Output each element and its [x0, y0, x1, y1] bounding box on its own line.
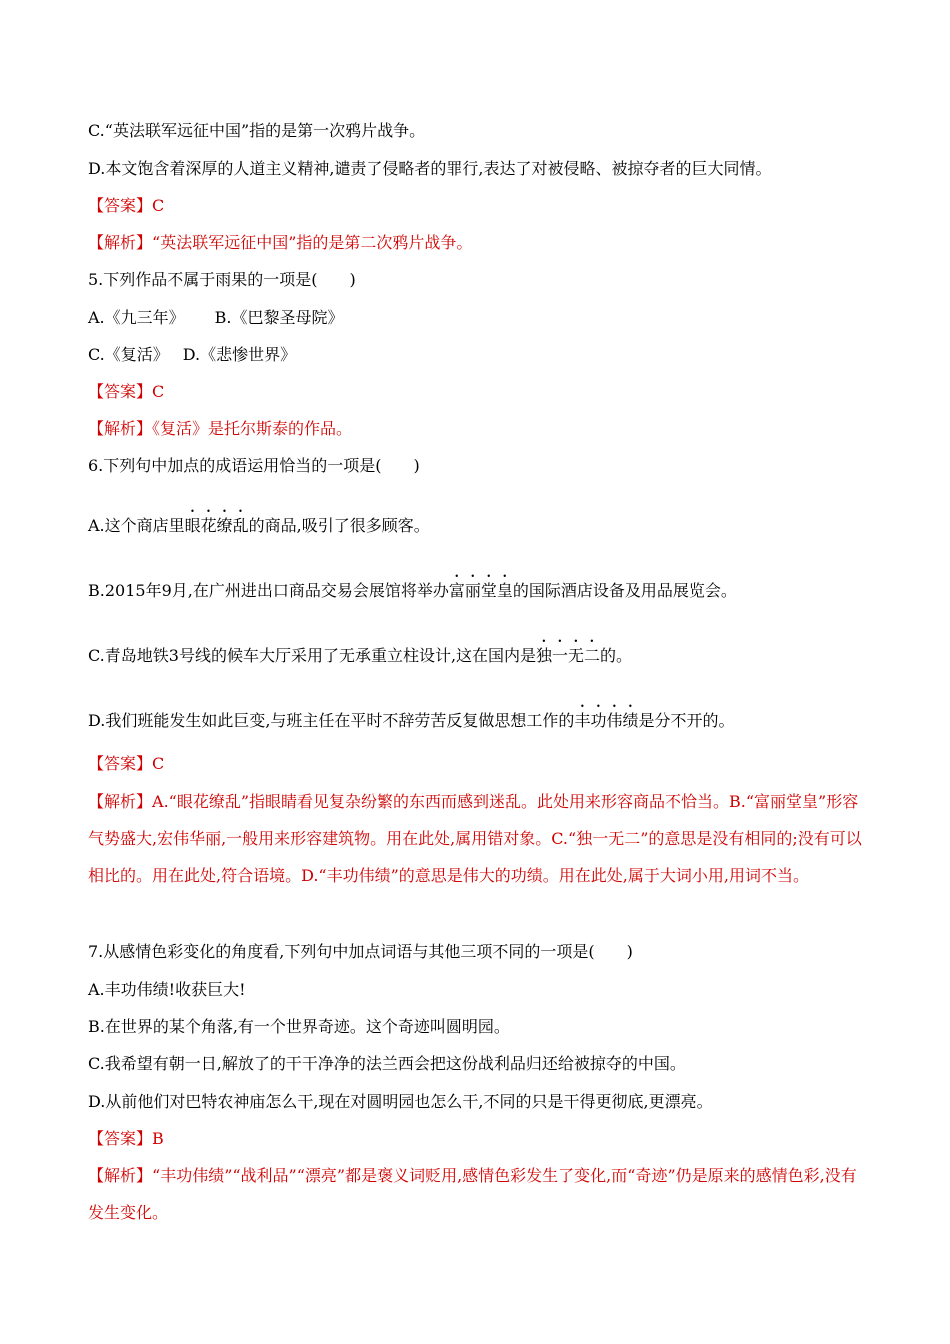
analysis-text: 《复活》是托尔斯泰的作品。 — [152, 419, 353, 438]
q5-option-b: B.《巴黎圣母院》 — [214, 308, 344, 327]
analysis-label: 【解析】 — [88, 1166, 153, 1185]
option-text: C.青岛地铁3号线的候车大厅采用了无承重立柱设计,这在国内是 — [88, 646, 537, 665]
dotted-idiom: 眼花缭乱 — [184, 516, 249, 535]
answer-label: 【答案】 — [88, 1129, 153, 1148]
analysis-text: A.“眼花缭乱”指眼睛看见复杂纷繁的东西而感到迷乱。此处用来形容商品不恰当。B.“富丽堂皇”形容气势盛大,宏伟华丽,一般用来形容建筑物。用在此处,属用错对象。C.“独一无二”的意思是没有相同的;没有可以相比的。用在此处,符合语境。D.“丰功伟绩”的意思是伟大的功绩。用在此处,属于大词小用,用词不当。 — [88, 792, 862, 885]
dotted-idiom: 丰功伟绩 — [574, 711, 639, 730]
q7-option-a: A.丰功伟绩!收获巨大! — [88, 980, 246, 999]
answer-value: C — [152, 382, 165, 401]
option-text: A.这个商店里 — [88, 516, 185, 535]
answer-label: 【答案】 — [88, 196, 153, 215]
q7-stem: 7.从感情色彩变化的角度看,下列句中加点词语与其他三项不同的一项是( ) — [88, 942, 633, 961]
q7-option-c: C.我希望有朝一日,解放了的干干净净的法兰西会把这份战利品归还给被掠夺的中国。 — [88, 1054, 686, 1073]
q4-option-c: C.“英法联军远征中国”指的是第一次鸦片战争。 — [88, 121, 426, 140]
q4-analysis — [88, 231, 868, 255]
q6-stem: 6.下列句中加点的成语运用恰当的一项是( ) — [88, 456, 420, 475]
analysis-label: 【解析】 — [88, 792, 153, 811]
q7-answer — [88, 1127, 868, 1151]
q5-answer — [88, 380, 868, 404]
q5-options-ab — [88, 306, 868, 330]
q6-answer — [88, 752, 868, 776]
q7-analysis — [88, 1157, 868, 1231]
q6-option-d — [88, 702, 868, 733]
option-text: 的。 — [600, 646, 633, 665]
option-text: 是分不开的。 — [638, 711, 735, 730]
analysis-text: “丰功伟绩”“战利品”“漂亮”都是褒义词贬用,感情色彩发生了变化,而“奇迹”仍是原来的感情色彩,没有发生变化。 — [88, 1166, 857, 1222]
answer-label: 【答案】 — [88, 382, 153, 401]
analysis-label: 【解析】 — [88, 233, 153, 252]
q7-option-b: B.在世界的某个角落,有一个世界奇迹。这个奇迹叫圆明园。 — [88, 1017, 510, 1036]
q5-option-c: C.《复活》 — [88, 345, 169, 364]
q4-option-d: D.本文饱含着深厚的人道主义精神,谴责了侵略者的罪行,表达了对被侵略、被掠夺者的巨大同情。 — [88, 159, 772, 178]
q6-option-b — [88, 572, 868, 603]
q6-option-a — [88, 507, 868, 538]
answer-value: C — [152, 196, 165, 215]
option-text: D.我们班能发生如此巨变,与班主任在平时不辞劳苦反复做思想工作的 — [88, 711, 575, 730]
answer-value: B — [152, 1129, 164, 1148]
q5-option-a: A.《九三年》 — [88, 308, 185, 327]
q6-analysis — [88, 783, 868, 894]
q5-analysis — [88, 417, 868, 441]
q6-option-c — [88, 637, 868, 668]
analysis-label: 【解析】 — [88, 419, 153, 438]
dotted-idiom: 独一无二 — [536, 646, 601, 665]
q5-options-cd — [88, 343, 868, 367]
option-text: B.2015年9月,在广州进出口商品交易会展馆将举办 — [88, 581, 449, 600]
answer-label: 【答案】 — [88, 754, 153, 773]
q5-stem: 5.下列作品不属于雨果的一项是( ) — [88, 270, 356, 289]
q5-option-d: D.《悲惨世界》 — [182, 345, 297, 364]
q7-option-d: D.从前他们对巴特农神庙怎么干,现在对圆明园也怎么干,不同的只是干得更彻底,更漂亮。 — [88, 1092, 713, 1111]
dotted-idiom: 富丽堂皇 — [448, 581, 513, 600]
option-text: 的商品,吸引了很多顾客。 — [248, 516, 430, 535]
answer-value: C — [152, 754, 165, 773]
option-text: 的国际酒店设备及用品展览会。 — [512, 581, 737, 600]
analysis-text: “英法联军远征中国”指的是第二次鸦片战争。 — [152, 233, 473, 252]
q4-answer — [88, 194, 868, 218]
